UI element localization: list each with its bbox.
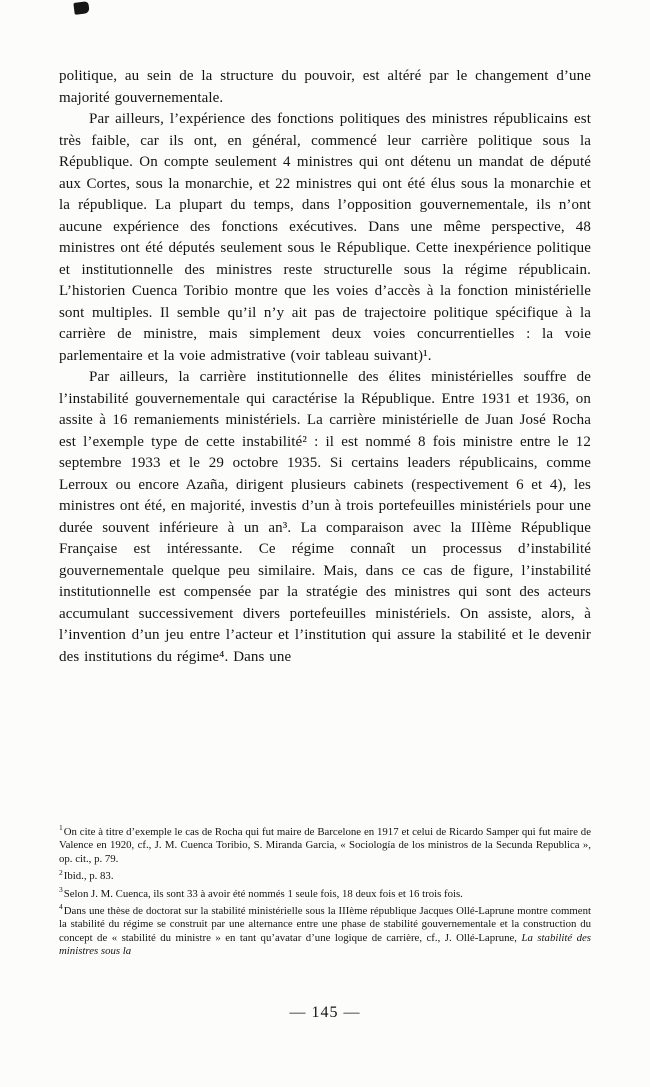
footnote (59, 885, 591, 901)
footnote (59, 902, 592, 959)
footnote-text: On cite à titre d’exemple le cas de Rocha qui fut maire de Barcelone en 1917 et celui de Ricardo Samper qui fut maire de Valence en 1920, cf., J. M. Cuenca Toribio, S. Miranda Garcia, « Sociología de los ministros de la Secunda Republica », op. cit., p. 79. (59, 826, 591, 865)
footnote-italic-text: La stabilité des ministres sous la (59, 931, 592, 958)
footnote-text: Selon J. M. Cuenca, ils sont 33 à avoir été nommés 1 seule fois, 18 deux fois et 16 trois fois. (63, 887, 463, 900)
footnote-number: 2 (59, 867, 63, 877)
paragraph: Par ailleurs, l’expérience des fonctions politiques des ministres républicains est très faible, car ils ont, en général, commencé leur carrière politique sous la République. On compte seulement 4 ministres qui ont détenu un mandat de député aux Cortes, sous la monarchie, et 22 ministres qui ont été élus sous la monarchie et la république. La plupart du temps, dans l’opposition gouvernementale, ils n’ont aucune expérience des fonctions exécutives. Dans une même perspective, 48 ministres ont été députés seulement sous le République. Cette inexpérience politique et institutionnelle des ministres reste structurelle sous la régime républicain. L’historien Cuenca Toribio montre que les voies d’accès à la fonction ministérielle sont multiples. Il semble qu’il n’y ait pas de trajectoire politique spécifique à la carrière de ministre, mais simplement deux voies concurrentielles : la voie parlementaire et la voie admistrative (voir tableau suivant)¹. (59, 111, 591, 364)
page-number: — 145 — (289, 1004, 361, 1021)
footnote-text: Dans une thèse de doctorat sur la stabilité ministérielle sous la IIIème république Jacques Ollé-Laprune montre comment la stabilité du régime se construit par une alternance entre une phase de stabilité gouvernementale et la construction du concept de « stabilité du ministre » en tant qu’avatar d’une logique de carrière, cf., J. Ollé-Laprune, (59, 905, 591, 944)
footnote (59, 867, 591, 883)
footnote-text: Ibid., p. 83. (63, 870, 114, 883)
footnote (59, 823, 591, 866)
footnote-number: 4 (59, 902, 63, 912)
footnote-number: 3 (59, 885, 63, 895)
paragraph: politique, au sein de la structure du pouvoir, est altéré par le changement d’une majorité gouvernementale. (59, 68, 591, 106)
paragraph: Par ailleurs, la carrière institutionnelle des élites ministérielles souffre de l’instabilité gouvernementale qui caractérise la République. Entre 1931 et 1936, on assite à 16 remaniements ministériels. La carrière ministérielle de Juan José Rocha est l’exemple type de cette instabilité² : il est nommé 8 fois ministre entre le 12 septembre 1933 et le 29 octobre 1935. Si certains leaders républicains, comme Lerroux ou encore Azaña, dirigent plusieurs cabinets (respectivement 6 et 4), les ministres ont été, en majorité, investis d’un à trois portefeuilles ministériels pour une durée souvent inférieure à un an³. La comparaison avec la IIIème République Française est intéressante. Ce régime connaît un processus d’instabilité gouvernementale quelque peu similaire. Mais, dans ce cas de figure, l’instabilité institutionnelle est compensée par la stratégie des ministres qui sont des acteurs accumulant successivement divers portefeuilles ministériels. On assiste, alors, à l’invention d’un jeu entre l’acteur et l’institution qui assure la stabilité et le devenir des institutions du régime⁴. Dans une (59, 369, 591, 665)
footnote-number: 1 (59, 823, 63, 833)
footnotes-section (59, 823, 592, 963)
body-text (59, 66, 591, 668)
scan-artifact (73, 1, 89, 15)
